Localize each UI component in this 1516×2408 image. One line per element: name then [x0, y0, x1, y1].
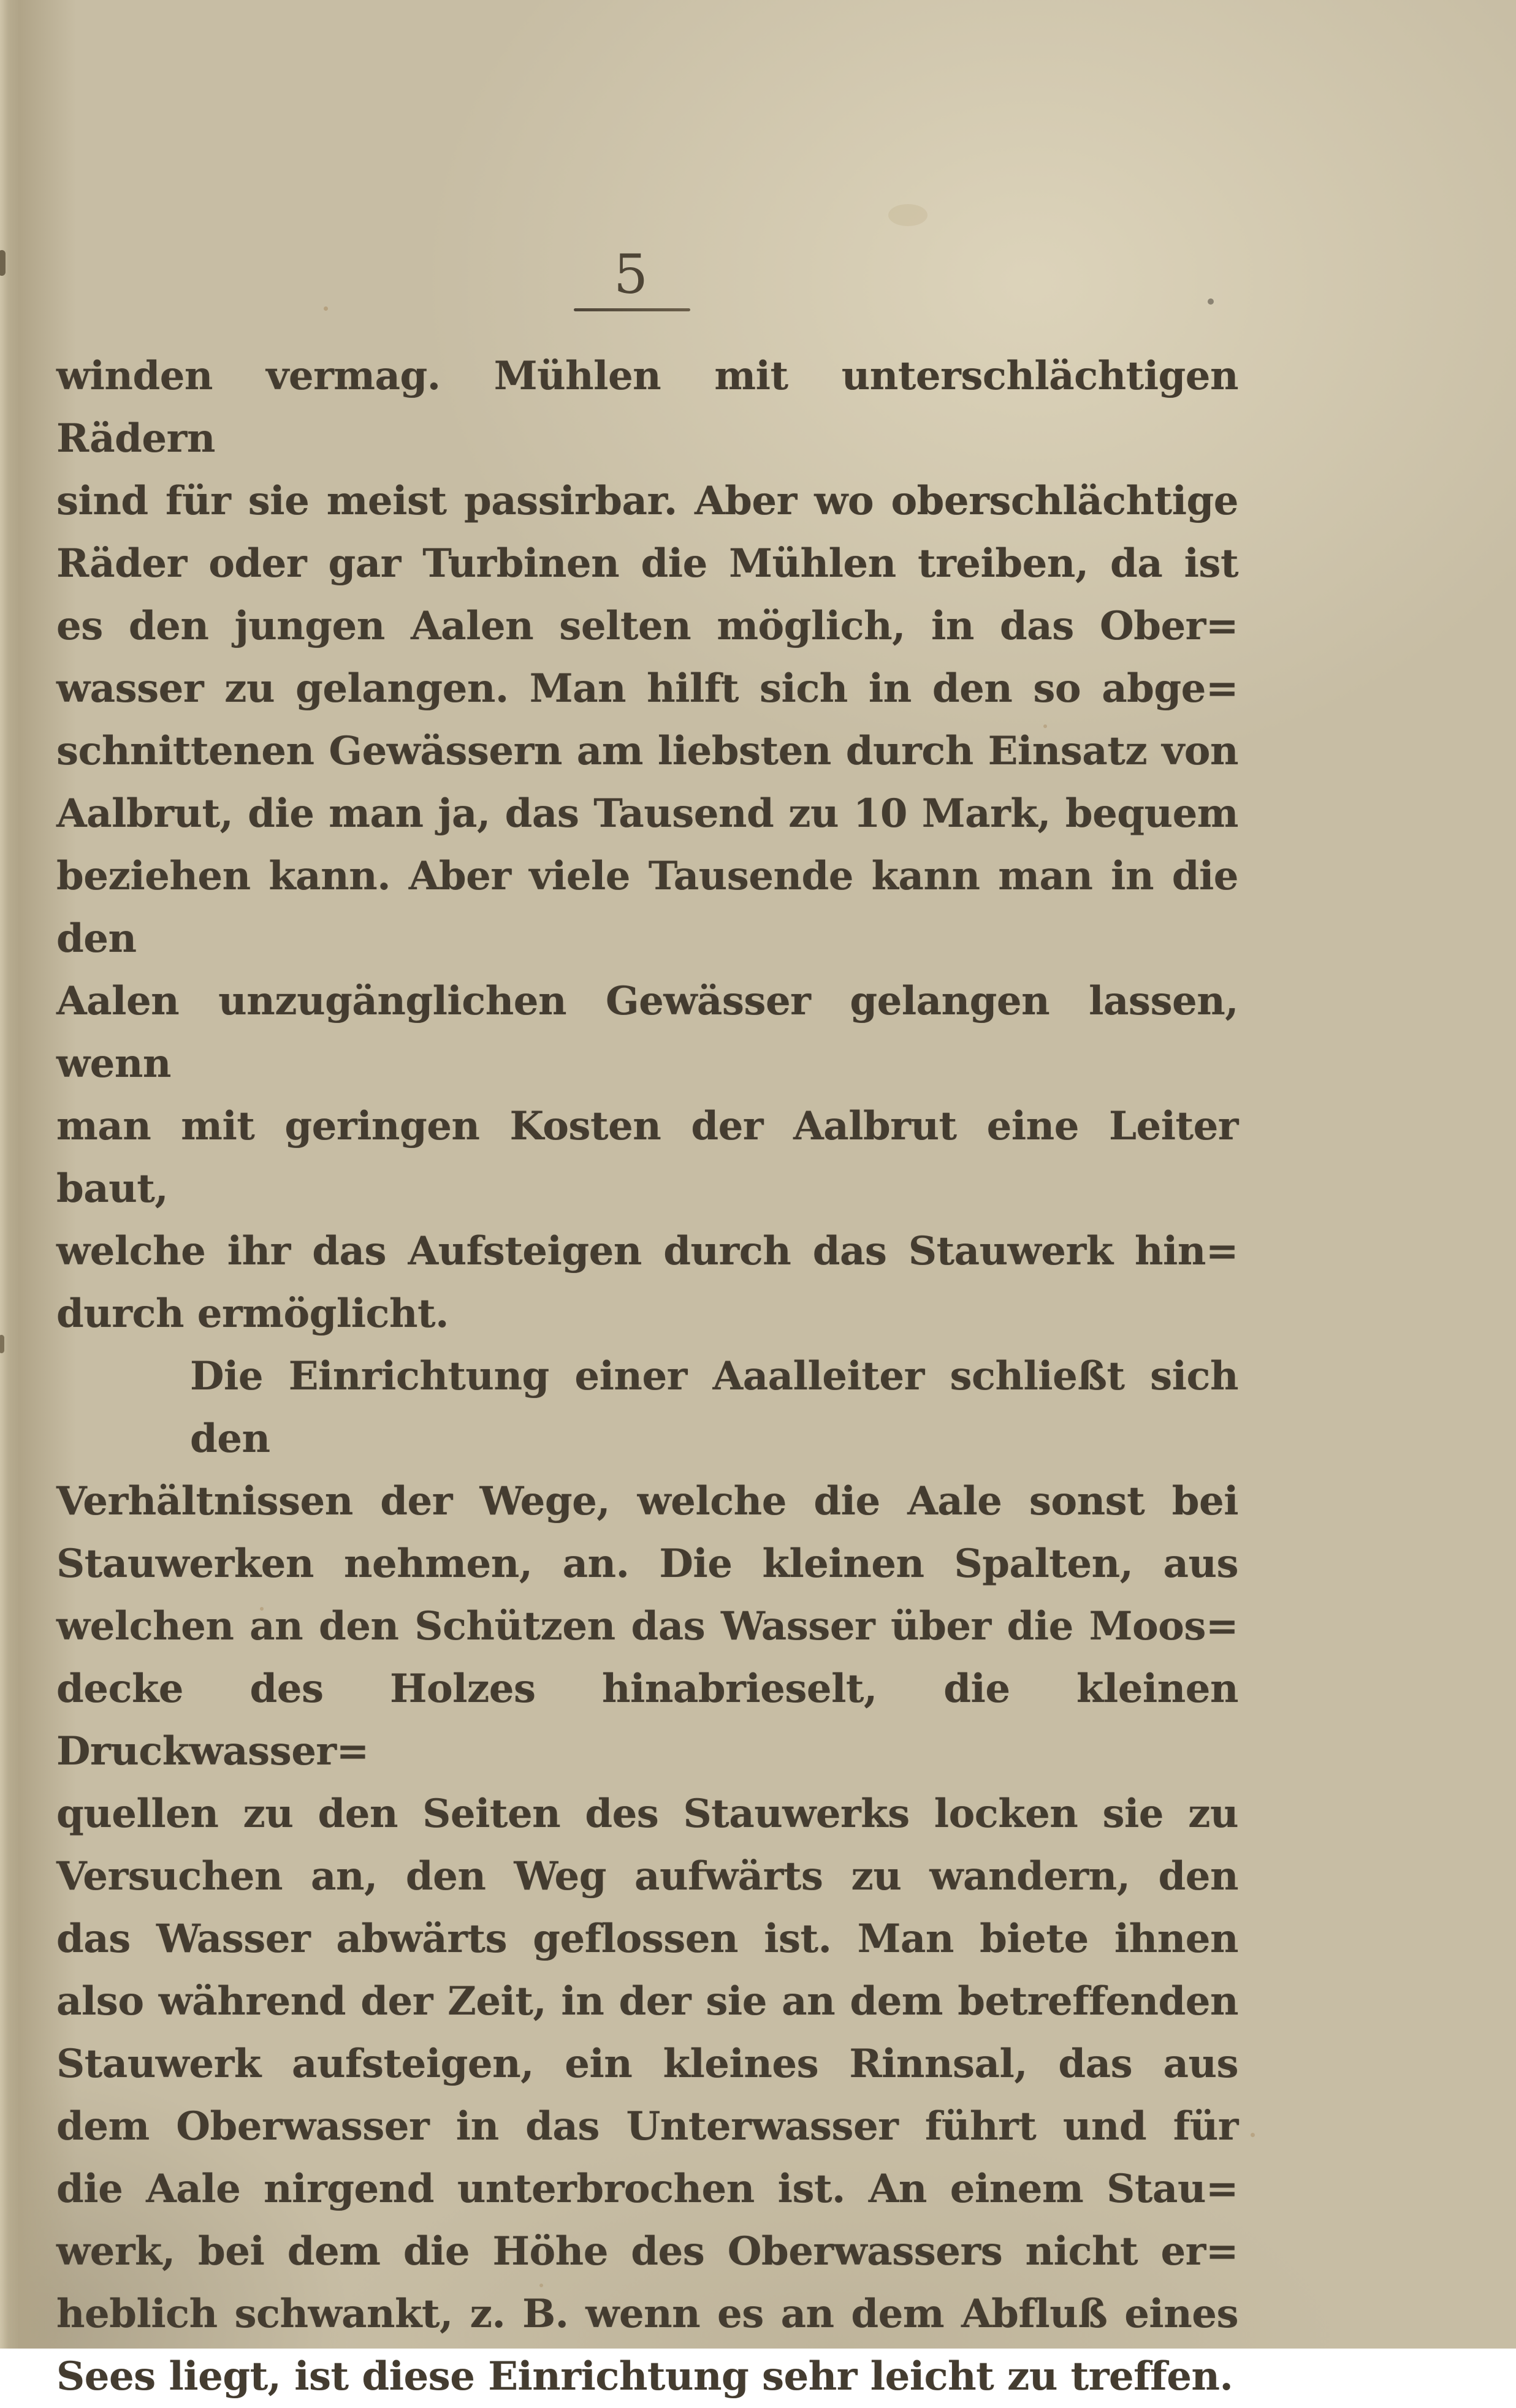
text-line: heblich schwankt, z. B. wenn es an dem Abfluß eines	[56, 2291, 1238, 2337]
paper-speck	[0, 250, 6, 276]
text-line: das Wasser abwärts geflossen ist. Man biete ihnen	[56, 1916, 1238, 1962]
text-line: dem Oberwasser in das Unterwasser führt und für	[56, 2103, 1238, 2149]
text-line: Versuchen an, den Weg aufwärts zu wandern, den	[56, 1853, 1238, 1899]
paper-speck	[260, 1607, 264, 1611]
text-line: decke des Holzes hinabrieselt, die kleinen Druckwasser=	[56, 1666, 1238, 1774]
text-line: quellen zu den Seiten des Stauwerks locken sie zu	[56, 1791, 1238, 1837]
page-number: 5	[614, 243, 649, 306]
text-line: beziehen kann. Aber viele Tausende kann man in die den	[56, 853, 1238, 962]
paper-speck	[539, 2284, 543, 2287]
text-line: es den jungen Aalen selten möglich, in das Ober=	[56, 603, 1238, 649]
paper-speck	[1208, 298, 1214, 305]
text-line: Aalen unzugänglichen Gewässer gelangen lassen, wenn	[56, 978, 1238, 1087]
text-line: Sees liegt, ist diese Einrichtung sehr leicht zu treffen.	[56, 2353, 1233, 2399]
text-line: welche ihr das Aufsteigen durch das Stauwerk hin=	[56, 1228, 1238, 1274]
text-line: Stauwerken nehmen, an. Die kleinen Spalten, aus	[56, 1541, 1238, 1587]
text-line: Verhältnissen der Wege, welche die Aale sonst bei	[56, 1478, 1238, 1524]
text-line: winden vermag. Mühlen mit unterschlächtigen Rädern	[56, 353, 1238, 461]
paper-speck	[324, 306, 328, 311]
text-line: schnittenen Gewässern am liebsten durch Einsatz von	[56, 728, 1238, 774]
text-line: Räder oder gar Turbinen die Mühlen treiben, da ist	[56, 541, 1238, 587]
text-line: wasser zu gelangen. Man hilft sich in den so abge=	[56, 666, 1238, 712]
text-line: die Aale nirgend unterbrochen ist. An einem Stau=	[56, 2166, 1238, 2212]
text-line: sind für sie meist passirbar. Aber wo oberschlächtige	[56, 478, 1238, 524]
text-line: Die Einrichtung einer Aaalleiter schließt sich den	[190, 1353, 1238, 1462]
text-line: Aalbrut, die man ja, das Tausend zu 10 Mark, bequem	[56, 791, 1238, 837]
text-line: durch ermöglicht.	[56, 1291, 449, 1337]
text-line: welchen an den Schützen das Wasser über die Moos=	[56, 1603, 1238, 1649]
paper-speck	[1251, 2133, 1255, 2137]
text-line: also während der Zeit, in der sie an dem betreffenden	[56, 1978, 1238, 2024]
page-number-divider	[574, 308, 690, 311]
text-line: werk, bei dem die Höhe des Oberwassers nicht er=	[56, 2228, 1238, 2274]
paper-speck	[1043, 724, 1047, 728]
text-line: Stauwerk aufsteigen, ein kleines Rinnsal, das aus	[56, 2041, 1238, 2087]
body-text	[56, 345, 1238, 2408]
paper-speck	[0, 1335, 4, 1353]
text-line: man mit geringen Kosten der Aalbrut eine Leiter baut,	[56, 1103, 1238, 1212]
paper-stain	[888, 204, 928, 226]
